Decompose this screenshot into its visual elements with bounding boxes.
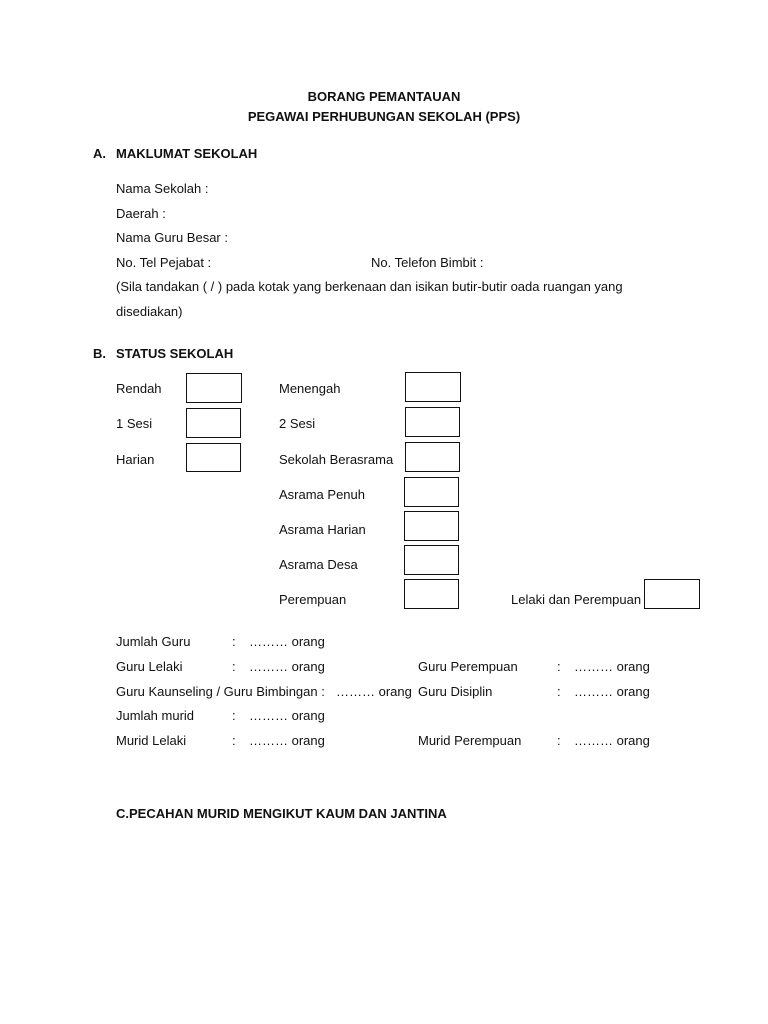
section-a-heading: MAKLUMAT SEKOLAH [116, 146, 258, 161]
rendah-checkbox[interactable] [186, 373, 242, 403]
perempuan-label: Perempuan [279, 592, 347, 607]
harian-label: Harian [116, 452, 155, 467]
guru-lelaki-blank: ……… orang [249, 659, 325, 674]
satu-sesi-label: 1 Sesi [116, 416, 153, 431]
nama-guru-besar-label: Nama Guru Besar : [116, 230, 228, 245]
menengah-checkbox[interactable] [405, 372, 461, 402]
guru-kaunseling-label: Guru Kaunseling / Guru Bimbingan : [116, 684, 325, 699]
murid-perempuan-label: Murid Perempuan [418, 733, 522, 748]
guru-perempuan-blank: ……… orang [574, 659, 650, 674]
nama-sekolah-label: Nama Sekolah : [116, 181, 209, 196]
asrama-harian-checkbox[interactable] [404, 511, 459, 541]
jumlah-guru-blank: ……… orang [249, 634, 325, 649]
rendah-label: Rendah [116, 381, 162, 396]
colon: : [232, 634, 236, 649]
form-subtitle: PEGAWAI PERHUBUNGAN SEKOLAH (PPS) [247, 109, 521, 124]
guru-kaunseling-blank: ……… orang [336, 684, 412, 699]
colon: : [557, 659, 561, 674]
section-b-letter: B. [93, 346, 106, 361]
lelaki-dan-perempuan-checkbox[interactable] [644, 579, 700, 609]
harian-checkbox[interactable] [186, 443, 241, 472]
colon: : [557, 684, 561, 699]
section-b-heading: STATUS SEKOLAH [116, 346, 234, 361]
colon: : [557, 733, 561, 748]
asrama-penuh-label: Asrama Penuh [279, 487, 365, 502]
guru-disiplin-blank: ……… orang [574, 684, 650, 699]
menengah-label: Menengah [279, 381, 341, 396]
section-c-heading: C.PECAHAN MURID MENGIKUT KAUM DAN JANTINA [116, 806, 447, 821]
sekolah-berasrama-label: Sekolah Berasrama [279, 452, 394, 467]
guru-lelaki-label: Guru Lelaki [116, 659, 183, 674]
satu-sesi-checkbox[interactable] [186, 408, 241, 438]
section-a-letter: A. [93, 146, 106, 161]
guru-disiplin-label: Guru Disiplin [418, 684, 493, 699]
murid-lelaki-blank: ……… orang [249, 733, 325, 748]
murid-perempuan-blank: ……… orang [574, 733, 650, 748]
dua-sesi-label: 2 Sesi [279, 416, 316, 431]
guru-perempuan-label: Guru Perempuan [418, 659, 518, 674]
asrama-desa-checkbox[interactable] [404, 545, 459, 575]
instruction-line-1: (Sila tandakan ( / ) pada kotak yang berkenaan dan isikan butir-butir oada ruangan yang [116, 279, 623, 294]
no-telefon-bimbit-label: No. Telefon Bimbit : [371, 255, 484, 270]
lelaki-dan-perempuan-label: Lelaki dan Perempuan [511, 592, 642, 607]
sekolah-berasrama-checkbox[interactable] [405, 442, 460, 472]
perempuan-checkbox[interactable] [404, 579, 459, 609]
colon: : [232, 708, 236, 723]
asrama-desa-label: Asrama Desa [279, 557, 358, 572]
murid-lelaki-label: Murid Lelaki [116, 733, 187, 748]
instruction-line-2: disediakan) [116, 304, 183, 319]
jumlah-murid-label: Jumlah murid [116, 708, 195, 723]
asrama-penuh-checkbox[interactable] [404, 477, 459, 507]
jumlah-murid-blank: ……… orang [249, 708, 325, 723]
colon: : [232, 659, 236, 674]
form-title: BORANG PEMANTAUAN [307, 89, 461, 104]
no-tel-pejabat-label: No. Tel Pejabat : [116, 255, 212, 270]
dua-sesi-checkbox[interactable] [405, 407, 460, 437]
asrama-harian-label: Asrama Harian [279, 522, 366, 537]
colon: : [232, 733, 236, 748]
jumlah-guru-label: Jumlah Guru [116, 634, 191, 649]
daerah-label: Daerah : [116, 206, 166, 221]
